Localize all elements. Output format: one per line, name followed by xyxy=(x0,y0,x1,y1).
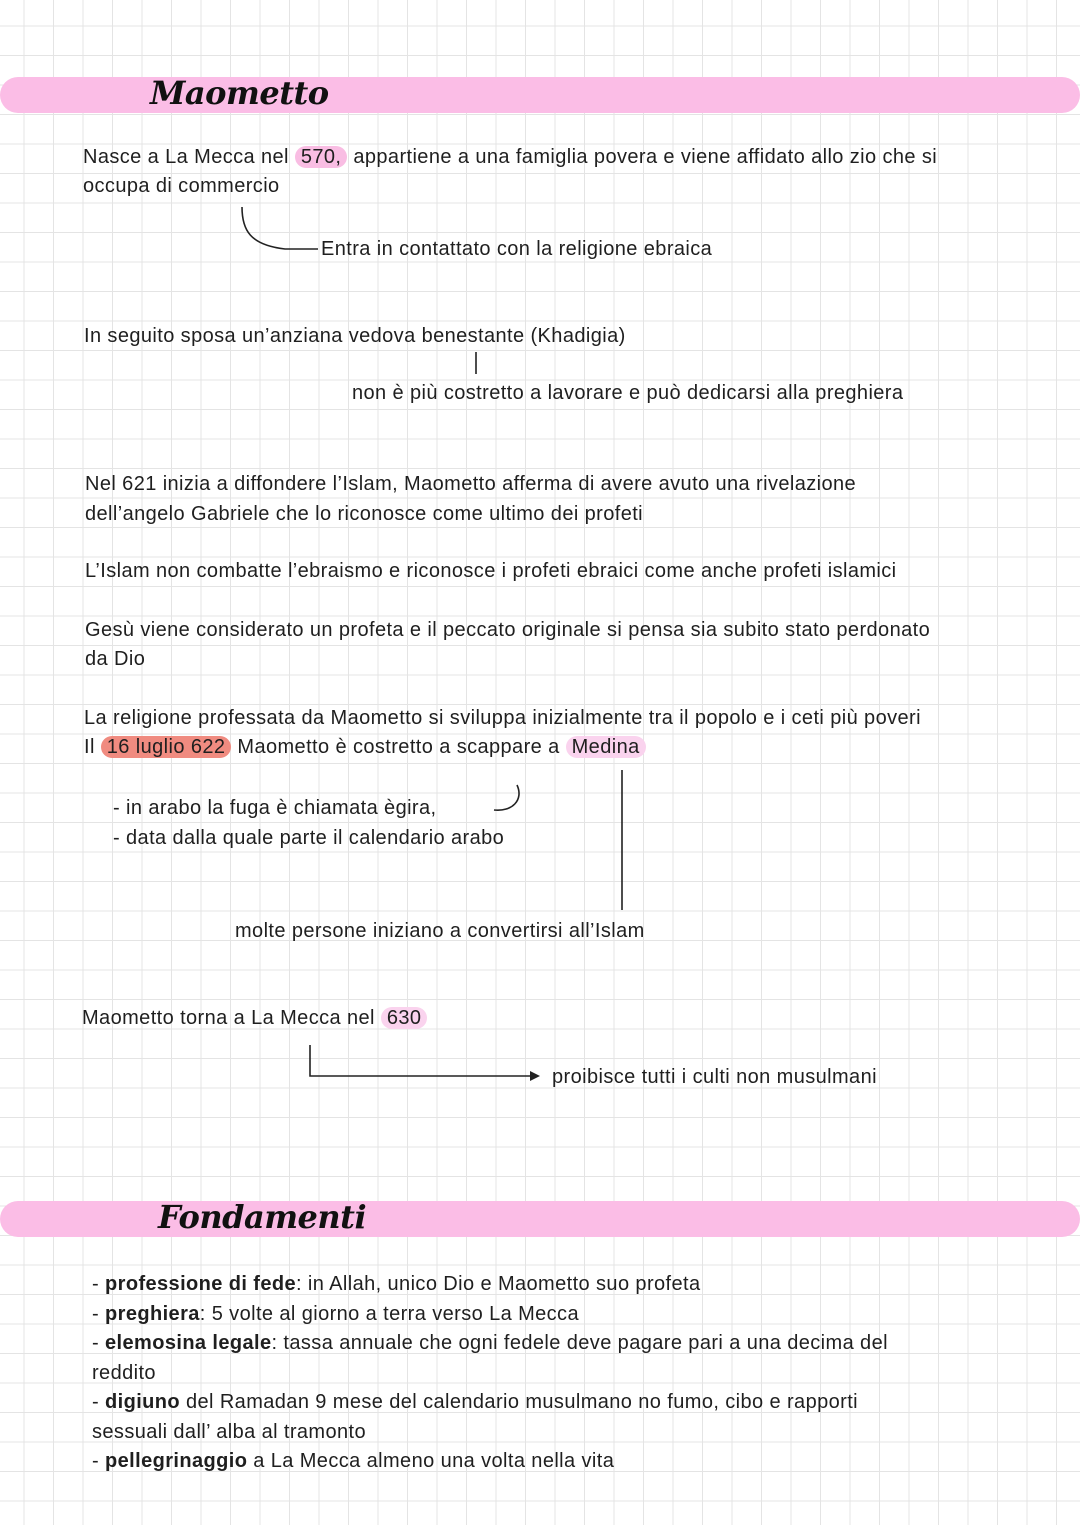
list-item: - pellegrinaggio a La Mecca almeno una volta nella vita xyxy=(92,1450,615,1472)
pillars-list xyxy=(92,1270,888,1477)
pillar-term: professione di fede xyxy=(105,1273,297,1295)
return-year-highlight: 630 xyxy=(381,1007,428,1029)
medina-highlight: Medina xyxy=(566,736,646,758)
birth-year-highlight: 570, xyxy=(295,146,348,168)
islam-start-line2: dell’angelo Gabriele che lo riconosce come ultimo dei profeti xyxy=(85,503,644,525)
list-item: - digiuno del Ramadan 9 mese del calendario musulmano no fumo, cibo e rapporti xyxy=(92,1391,858,1413)
hijra-line xyxy=(84,733,646,763)
jesus-line2: da Dio xyxy=(85,648,146,670)
list-item-continuation: sessuali dall’ alba al tramonto xyxy=(92,1420,367,1443)
egira-note-1: - in arabo la fuga è chiamata ègira, xyxy=(113,797,437,819)
judaism-paragraph: L’Islam non combatte l’ebraismo e riconosce i profeti ebraici come anche profeti islamici xyxy=(85,560,897,582)
hijra-mid: Maometto è costretto a scappare a xyxy=(237,736,560,758)
religion-spread-line1: La religione professata da Maometto si sviluppa inizialmente tra il popolo e i ceti più poveri xyxy=(84,707,921,729)
birth-pre: Nasce a La Mecca nel xyxy=(83,146,289,168)
list-item: - preghiera: 5 volte al giorno a terra verso La Mecca xyxy=(92,1302,579,1325)
marriage-paragraph: In seguito sposa un’anziana vedova benestante (Khadigia) xyxy=(84,325,626,347)
jesus-line1: Gesù viene considerato un profeta e il peccato originale si pensa sia subito stato perdonato xyxy=(85,619,931,641)
connector-return xyxy=(310,1045,530,1076)
islam-start-line1: Nel 621 inizia a diffondere l’Islam, Maometto afferma di avere avuto una rivelazione xyxy=(85,473,857,495)
birth-paragraph xyxy=(83,143,937,173)
fondamenti-heading: Fondamenti xyxy=(158,1198,367,1236)
hijra-date-highlight: 16 luglio 622 xyxy=(101,736,232,758)
return-pre: Maometto torna a La Mecca nel xyxy=(82,1007,375,1029)
pillar-term: digiuno xyxy=(105,1391,181,1413)
birth-paragraph-line2: occupa di commercio xyxy=(83,175,280,197)
list-item: - elemosina legale: tassa annuale che ogni fedele deve pagare pari a una decima del xyxy=(92,1332,888,1354)
egira-note-2: - data dalla quale parte il calendario arabo xyxy=(113,827,505,849)
list-item-continuation: reddito xyxy=(92,1361,156,1384)
return-line xyxy=(82,1004,427,1034)
branch-jewish-religion: Entra in contattato con la religione ebraica xyxy=(321,238,713,260)
pillar-term: elemosina legale xyxy=(105,1332,272,1354)
connector-curve-1 xyxy=(242,207,318,249)
maometto-heading: Maometto xyxy=(150,74,329,112)
branch-conversion: molte persone iniziano a convertirsi all’Islam xyxy=(235,920,645,942)
hijra-pre: Il xyxy=(84,736,95,758)
pillar-term: pellegrinaggio xyxy=(105,1450,248,1472)
connector-curve-egira xyxy=(494,785,519,810)
arrow-head-icon xyxy=(530,1071,540,1081)
birth-post: appartiene a una famiglia povera e viene affidato allo zio che si xyxy=(353,146,938,168)
list-item: - professione di fede: in Allah, unico Dio e Maometto suo profeta xyxy=(92,1273,701,1295)
pillar-term: preghiera xyxy=(105,1302,200,1325)
branch-prohibit-cults: proibisce tutti i culti non musulmani xyxy=(552,1066,877,1088)
branch-prayer: non è più costretto a lavorare e può dedicarsi alla preghiera xyxy=(352,382,904,404)
